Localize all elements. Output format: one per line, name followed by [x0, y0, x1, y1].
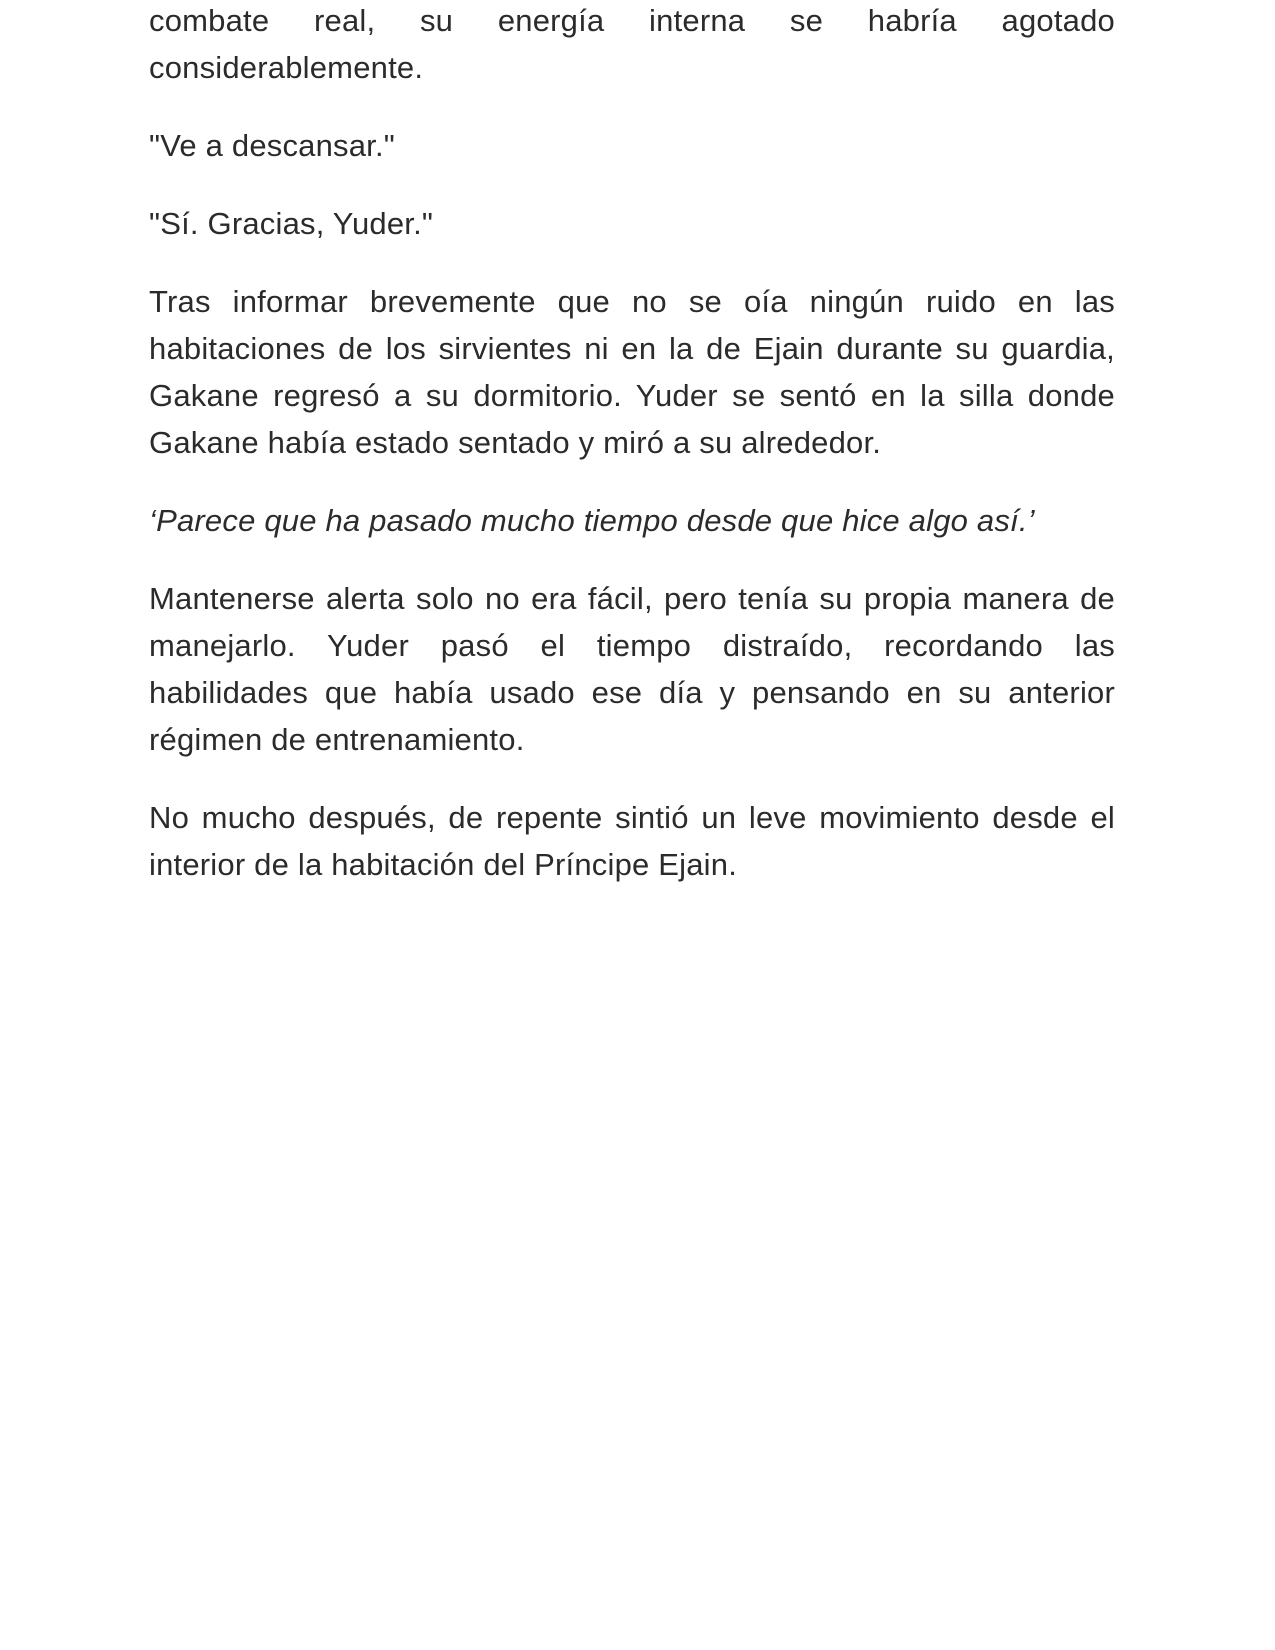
document-body [149, 0, 1115, 919]
paragraph: Tras informar brevemente que no se oía ningún ruido en las habitaciones de los sirvientes ni en la de Ejain durante su guardia, Gakane regresó a su dormitorio. Yuder se sentó en la silla donde Gakane había estado sentado y miró a su alrededor. [149, 284, 1115, 460]
paragraph: Mantenerse alerta solo no era fácil, pero tenía su propia manera de manejarlo. Yuder pasó el tiempo distraído, recordando las habilidades que había usado ese día y pensando en su anterior régimen de entrenamiento. [149, 581, 1115, 757]
dialogue-line: "Ve a descansar." [149, 128, 396, 163]
dialogue-line: "Sí. Gracias, Yuder." [149, 206, 434, 241]
paragraph-continuation: combate real, su energía interna se habría agotado considerablemente. [149, 3, 1115, 85]
paragraph: No mucho después, de repente sintió un leve movimiento desde el interior de la habitación del Príncipe Ejain. [149, 800, 1115, 882]
inner-thought: ‘Parece que ha pasado mucho tiempo desde que hice algo así.’ [149, 503, 1035, 538]
